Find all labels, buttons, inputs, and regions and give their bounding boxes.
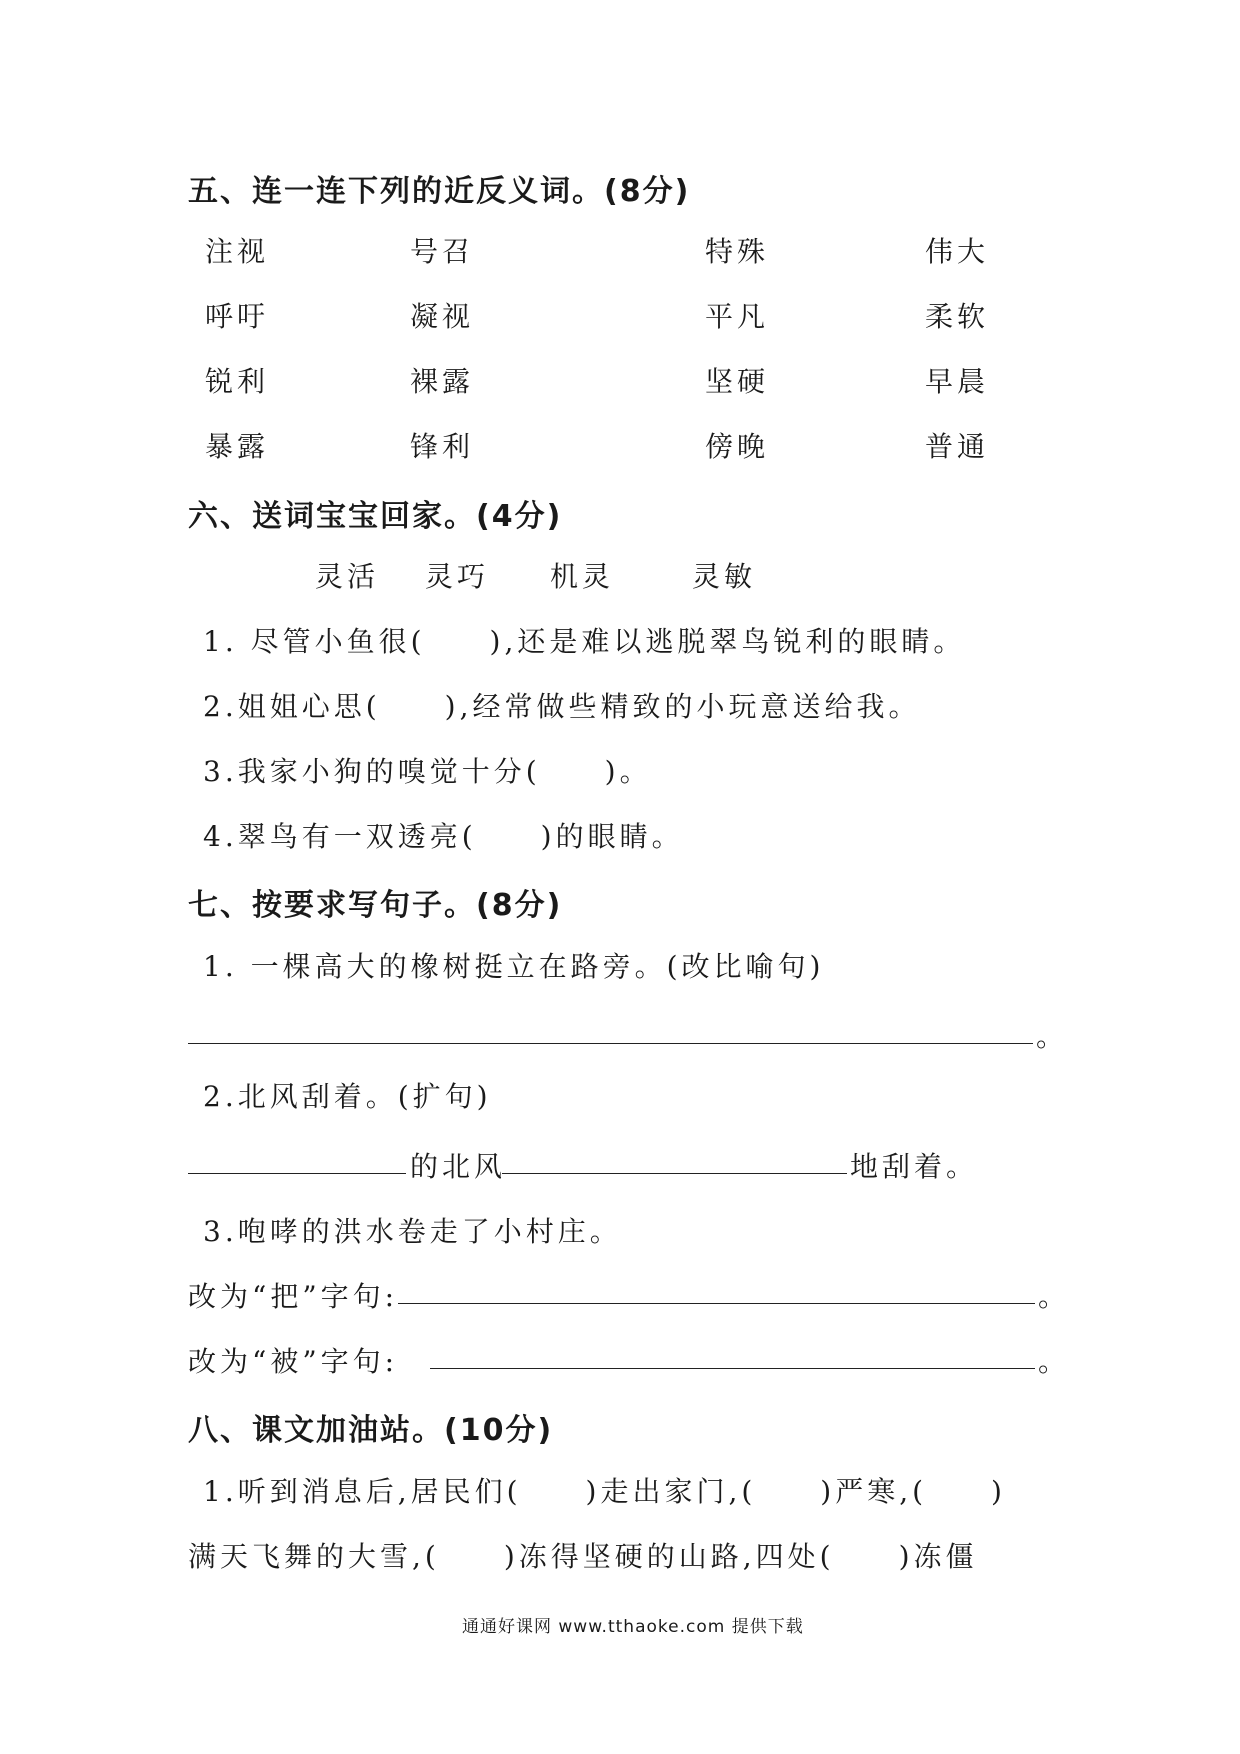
word-item: 锐利 xyxy=(205,365,270,398)
word-item: 伟大 xyxy=(925,235,990,268)
section8-heading: 八、课文加油站。(10分) xyxy=(188,1413,554,1448)
answer-line xyxy=(502,1173,847,1174)
answer-line xyxy=(430,1368,1035,1369)
fill-text: 地刮着。 xyxy=(850,1150,979,1183)
question-6-1: 1. 尽管小鱼很( ),还是难以逃脱翠鸟锐利的眼睛。 xyxy=(203,625,966,658)
word-bank-item: 机灵 xyxy=(550,560,615,593)
section7-heading: 七、按要求写句子。(8分) xyxy=(188,888,563,923)
word-bank-item: 灵巧 xyxy=(425,560,490,593)
word-item: 特殊 xyxy=(705,235,770,268)
word-item: 裸露 xyxy=(410,365,475,398)
question-8-1-line2: 满天飞舞的大雪,( )冻得坚硬的山路,四处( )冻僵 xyxy=(188,1540,978,1573)
word-item: 坚硬 xyxy=(705,365,770,398)
word-item: 暴露 xyxy=(205,430,270,463)
section6-heading: 六、送词宝宝回家。(4分) xyxy=(188,499,563,534)
section5-heading: 五、连一连下列的近反义词。(8分) xyxy=(188,174,691,209)
word-item: 柔软 xyxy=(925,300,990,333)
ba-sentence-label: 改为“把”字句: xyxy=(188,1280,399,1313)
line-period: 。 xyxy=(1038,1345,1067,1378)
answer-line xyxy=(188,1173,406,1174)
word-item: 早晨 xyxy=(925,365,990,398)
page-footer: 通通好课网 www.tthaoke.com 提供下载 xyxy=(462,1617,804,1637)
word-item: 号召 xyxy=(410,235,475,268)
answer-line xyxy=(188,1043,1033,1044)
word-bank-item: 灵活 xyxy=(315,560,380,593)
line-period: 。 xyxy=(1036,1020,1065,1053)
question-8-1-line1: 1.听到消息后,居民们( )走出家门,( )严寒,( ) xyxy=(203,1475,1006,1508)
word-item: 傍晚 xyxy=(705,430,770,463)
word-item: 锋利 xyxy=(410,430,475,463)
word-item: 呼吁 xyxy=(205,300,270,333)
word-item: 凝视 xyxy=(410,300,475,333)
question-7-2: 2.北风刮着。(扩句) xyxy=(203,1080,492,1113)
word-item: 平凡 xyxy=(705,300,770,333)
question-6-2: 2.姐姐心思( ),经常做些精致的小玩意送给我。 xyxy=(203,690,921,723)
question-6-4: 4.翠鸟有一双透亮( )的眼睛。 xyxy=(203,820,684,853)
line-period: 。 xyxy=(1038,1280,1067,1313)
question-6-3: 3.我家小狗的嗅觉十分( )。 xyxy=(203,755,652,788)
word-bank-item: 灵敏 xyxy=(692,560,757,593)
answer-line xyxy=(398,1303,1035,1304)
word-item: 注视 xyxy=(205,235,270,268)
question-7-1: 1. 一棵高大的橡树挺立在路旁。(改比喻句) xyxy=(203,950,825,983)
question-7-3: 3.咆哮的洪水卷走了小村庄。 xyxy=(203,1215,622,1248)
bei-sentence-label: 改为“被”字句: xyxy=(188,1345,399,1378)
fill-text: 的北风 xyxy=(410,1150,507,1183)
word-item: 普通 xyxy=(925,430,990,463)
